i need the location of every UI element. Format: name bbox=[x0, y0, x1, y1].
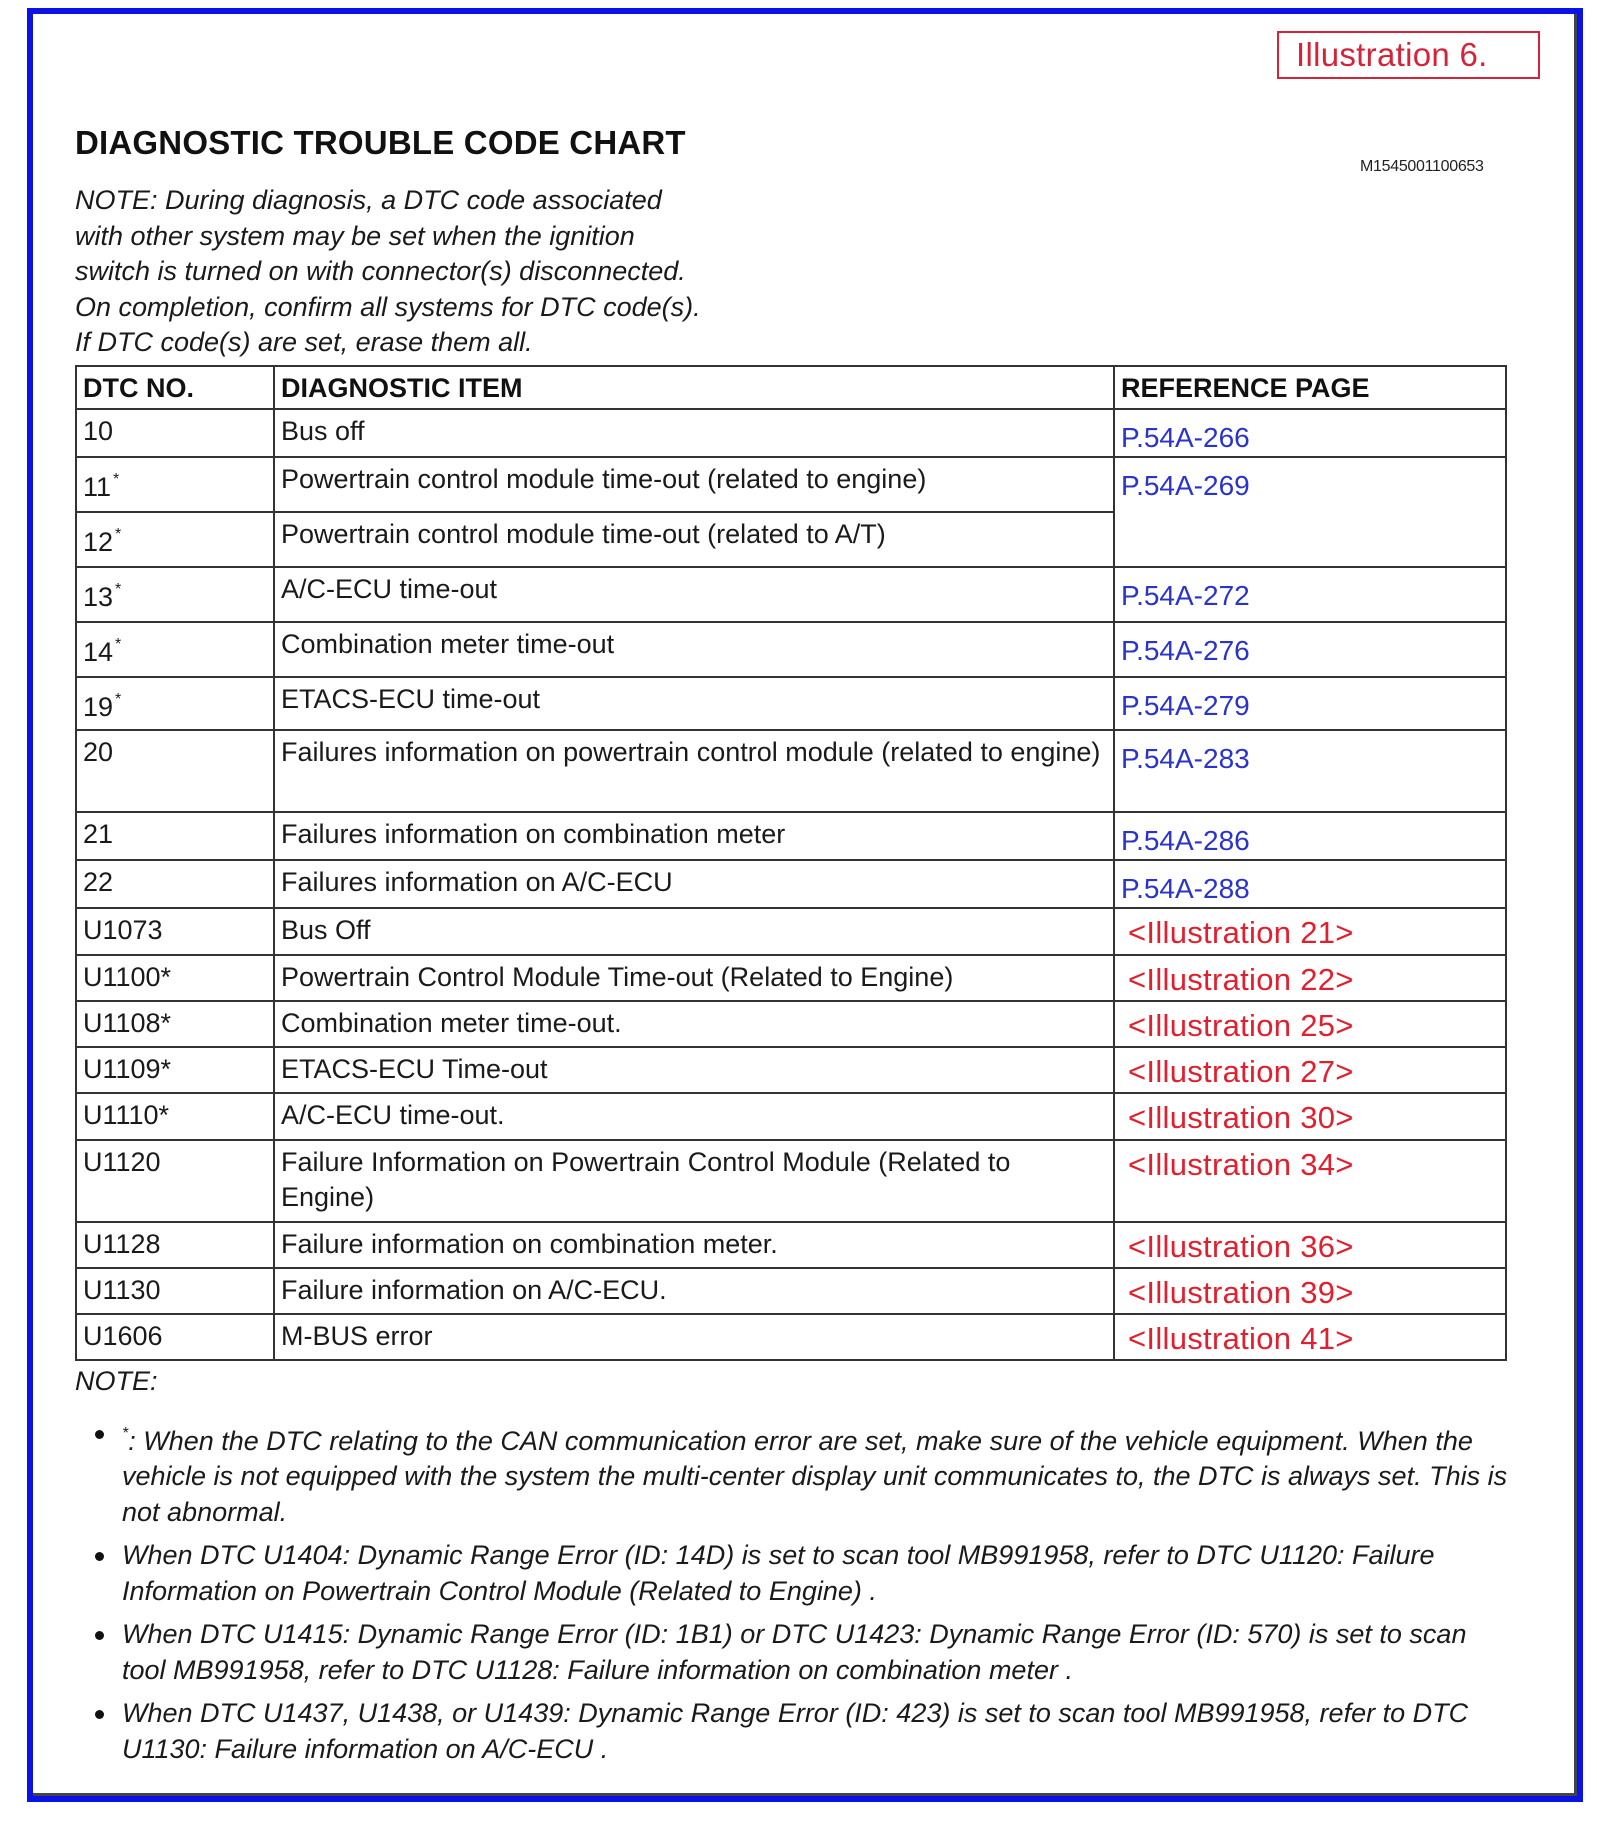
table-row bbox=[76, 812, 1506, 860]
dtc-code-cell bbox=[76, 622, 274, 677]
diagnostic-item: Failure Information on Powertrain Control Module (Related to Engine) bbox=[274, 1140, 1114, 1222]
dtc-code-cell bbox=[76, 1093, 274, 1140]
dtc-code: 19 bbox=[83, 692, 114, 722]
dtc-code: 12 bbox=[83, 527, 114, 557]
table-header-row bbox=[76, 366, 1506, 409]
bullet-icon bbox=[95, 1631, 104, 1640]
dtc-code: U1100* bbox=[83, 962, 172, 992]
illustration-label: Illustration 6. bbox=[1277, 31, 1540, 79]
reference-page-link[interactable]: P.54A-269 bbox=[1121, 470, 1250, 501]
dtc-code: U1128 bbox=[83, 1229, 161, 1259]
reference-cell bbox=[1114, 1268, 1506, 1314]
reference-page-link[interactable]: P.54A-266 bbox=[1121, 422, 1250, 453]
table-row bbox=[76, 730, 1506, 812]
illustration-link[interactable]: <Illustration 21> bbox=[1128, 915, 1354, 950]
dtc-code-cell bbox=[76, 730, 274, 812]
table-row bbox=[76, 955, 1506, 1001]
dtc-code: 22 bbox=[83, 867, 114, 897]
dtc-code: U1110* bbox=[83, 1100, 170, 1130]
reference-cell bbox=[1114, 860, 1506, 908]
note-item bbox=[75, 1416, 1515, 1531]
diagnostic-item: Bus off bbox=[274, 409, 1114, 457]
table-row bbox=[76, 567, 1506, 622]
dtc-code: U1108* bbox=[83, 1008, 172, 1038]
illustration-link[interactable]: <Illustration 41> bbox=[1128, 1321, 1354, 1356]
dtc-table bbox=[75, 365, 1507, 1361]
intro-note-line: On completion, confirm all systems for DTC code(s). bbox=[75, 291, 701, 322]
illustration-link[interactable]: <Illustration 36> bbox=[1128, 1229, 1354, 1264]
dtc-code: 10 bbox=[83, 416, 114, 446]
dtc-code-cell bbox=[76, 812, 274, 860]
intro-note-line: with other system may be set when the ignition bbox=[75, 220, 635, 251]
diagnostic-item: Powertrain Control Module Time-out (Related to Engine) bbox=[274, 955, 1114, 1001]
notes-heading: NOTE: bbox=[75, 1366, 158, 1396]
dtc-code: 20 bbox=[83, 737, 114, 767]
header-reference-page: REFERENCE PAGE bbox=[1114, 366, 1506, 409]
table-row bbox=[76, 1268, 1506, 1314]
intro-note bbox=[75, 183, 835, 361]
table-row bbox=[76, 1001, 1506, 1047]
dtc-code-cell bbox=[76, 409, 274, 457]
reference-page-link[interactable]: P.54A-283 bbox=[1121, 743, 1250, 774]
illustration-link[interactable]: <Illustration 34> bbox=[1128, 1147, 1354, 1182]
table-row bbox=[76, 908, 1506, 955]
reference-cell bbox=[1114, 1093, 1506, 1140]
reference-cell bbox=[1114, 730, 1506, 812]
diagnostic-item: Combination meter time-out. bbox=[274, 1001, 1114, 1047]
dtc-code: U1606 bbox=[83, 1321, 163, 1351]
reference-page-link[interactable]: P.54A-286 bbox=[1121, 825, 1250, 856]
reference-cell bbox=[1114, 1314, 1506, 1360]
reference-cell bbox=[1114, 567, 1506, 622]
illustration-link[interactable]: <Illustration 30> bbox=[1128, 1100, 1354, 1135]
illustration-link[interactable]: <Illustration 27> bbox=[1128, 1054, 1354, 1089]
diagnostic-item: Failures information on A/C-ECU bbox=[274, 860, 1114, 908]
header-dtc-no: DTC NO. bbox=[76, 366, 274, 409]
illustration-link[interactable]: <Illustration 25> bbox=[1128, 1008, 1354, 1043]
asterisk-mark: * bbox=[113, 471, 120, 488]
asterisk-mark: * bbox=[115, 581, 122, 598]
diagnostic-item: Powertrain control module time-out (related to engine) bbox=[274, 457, 1114, 512]
dtc-code-cell bbox=[76, 1314, 274, 1360]
diagnostic-item: Failures information on combination meter bbox=[274, 812, 1114, 860]
dtc-code: 14 bbox=[83, 637, 114, 667]
dtc-code-cell bbox=[76, 1222, 274, 1268]
table-row bbox=[76, 860, 1506, 908]
reference-cell bbox=[1114, 1047, 1506, 1093]
bullet-icon bbox=[95, 1710, 104, 1719]
asterisk-mark: * bbox=[122, 1424, 129, 1442]
diagnostic-item: A/C-ECU time-out bbox=[274, 567, 1114, 622]
table-row bbox=[76, 1222, 1506, 1268]
note-text: When DTC U1404: Dynamic Range Error (ID: 14D) is set to scan tool MB991958, refer to DTC U1120: Failure Information on Powertrain Control Module (Related to Engine) . bbox=[122, 1540, 1435, 1606]
dtc-code-cell bbox=[76, 457, 274, 512]
illustration-link[interactable]: <Illustration 22> bbox=[1128, 962, 1354, 997]
note-item bbox=[75, 1538, 1515, 1609]
dtc-code-cell bbox=[76, 1268, 274, 1314]
note-text: When DTC U1437, U1438, or U1439: Dynamic Range Error (ID: 423) is set to scan tool MB991958, refer to DTC U1130: Failure information on A/C-ECU . bbox=[122, 1698, 1469, 1764]
dtc-code: 21 bbox=[83, 819, 114, 849]
note-item bbox=[75, 1696, 1515, 1767]
dtc-code-cell bbox=[76, 512, 274, 567]
dtc-code-cell bbox=[76, 1047, 274, 1093]
reference-page-link[interactable]: P.54A-276 bbox=[1121, 635, 1250, 666]
table-row bbox=[76, 1047, 1506, 1093]
reference-cell bbox=[1114, 457, 1506, 567]
bullet-icon bbox=[95, 1552, 104, 1561]
dtc-code-cell bbox=[76, 1140, 274, 1222]
diagnostic-item: A/C-ECU time-out. bbox=[274, 1093, 1114, 1140]
table-row bbox=[76, 677, 1506, 730]
intro-note-line: If DTC code(s) are set, erase them all. bbox=[75, 327, 533, 357]
dtc-code: 11 bbox=[83, 472, 112, 502]
dtc-code: 13 bbox=[83, 582, 114, 612]
header-diagnostic-item: DIAGNOSTIC ITEM bbox=[274, 366, 1114, 409]
intro-note-line: switch is turned on with connector(s) disconnected. bbox=[75, 256, 686, 286]
diagnostic-item: ETACS-ECU Time-out bbox=[274, 1047, 1114, 1093]
asterisk-mark: * bbox=[115, 636, 122, 653]
bullet-icon bbox=[95, 1430, 104, 1439]
dtc-code-cell bbox=[76, 860, 274, 908]
table-row bbox=[76, 409, 1506, 457]
reference-cell bbox=[1114, 1222, 1506, 1268]
reference-cell bbox=[1114, 622, 1506, 677]
asterisk-mark: * bbox=[115, 526, 122, 543]
dtc-table-body bbox=[76, 409, 1506, 1360]
dtc-code: U1120 bbox=[83, 1147, 161, 1177]
dtc-code-cell bbox=[76, 1001, 274, 1047]
diagnostic-item: Powertrain control module time-out (related to A/T) bbox=[274, 512, 1114, 567]
reference-cell bbox=[1114, 1140, 1506, 1222]
dtc-code: U1073 bbox=[83, 915, 163, 945]
reference-page-link[interactable]: P.54A-279 bbox=[1121, 690, 1250, 721]
document-id: M1545001100653 bbox=[1360, 158, 1484, 175]
reference-cell bbox=[1114, 908, 1506, 955]
intro-note-line: NOTE: During diagnosis, a DTC code associated bbox=[75, 185, 662, 215]
diagnostic-item: Bus Off bbox=[274, 908, 1114, 955]
diagnostic-item: Combination meter time-out bbox=[274, 622, 1114, 677]
table-row bbox=[76, 622, 1506, 677]
reference-cell bbox=[1114, 1001, 1506, 1047]
diagnostic-item: M-BUS error bbox=[274, 1314, 1114, 1360]
diagnostic-item: ETACS-ECU time-out bbox=[274, 677, 1114, 730]
diagnostic-item: Failures information on powertrain control module (related to engine) bbox=[274, 730, 1114, 812]
reference-page-link[interactable]: P.54A-272 bbox=[1121, 580, 1250, 611]
diagnostic-item: Failure information on A/C-ECU. bbox=[274, 1268, 1114, 1314]
table-row bbox=[76, 1140, 1506, 1222]
dtc-code-cell bbox=[76, 908, 274, 955]
footnotes bbox=[75, 1364, 1515, 1775]
note-text: : When the DTC relating to the CAN communication error are set, make sure of the vehicle equipment. When the vehicle is not equipped with the system the multi-center display unit communicates to, the DTC is always set. This is not abnormal. bbox=[122, 1425, 1508, 1527]
reference-cell bbox=[1114, 409, 1506, 457]
notes-list bbox=[75, 1416, 1515, 1768]
reference-cell bbox=[1114, 677, 1506, 730]
dtc-code: U1130 bbox=[83, 1275, 161, 1305]
diagnostic-item: Failure information on combination meter. bbox=[274, 1222, 1114, 1268]
reference-page-link[interactable]: P.54A-288 bbox=[1121, 873, 1250, 904]
asterisk-mark: * bbox=[115, 691, 122, 708]
dtc-code-cell bbox=[76, 677, 274, 730]
note-item bbox=[75, 1617, 1515, 1688]
note-text: When DTC U1415: Dynamic Range Error (ID: 1B1) or DTC U1423: Dynamic Range Error (ID: 570) is set to scan tool MB991958, refer to DTC U1128: Failure information on combination meter . bbox=[122, 1619, 1467, 1685]
dtc-code-cell bbox=[76, 955, 274, 1001]
table-row bbox=[76, 1314, 1506, 1360]
page-title: DIAGNOSTIC TROUBLE CODE CHART bbox=[75, 124, 686, 161]
reference-cell bbox=[1114, 812, 1506, 860]
reference-cell bbox=[1114, 955, 1506, 1001]
table-row bbox=[76, 457, 1506, 512]
dtc-code: U1109* bbox=[83, 1054, 172, 1084]
dtc-code-cell bbox=[76, 567, 274, 622]
table-row bbox=[76, 1093, 1506, 1140]
illustration-link[interactable]: <Illustration 39> bbox=[1128, 1275, 1354, 1310]
